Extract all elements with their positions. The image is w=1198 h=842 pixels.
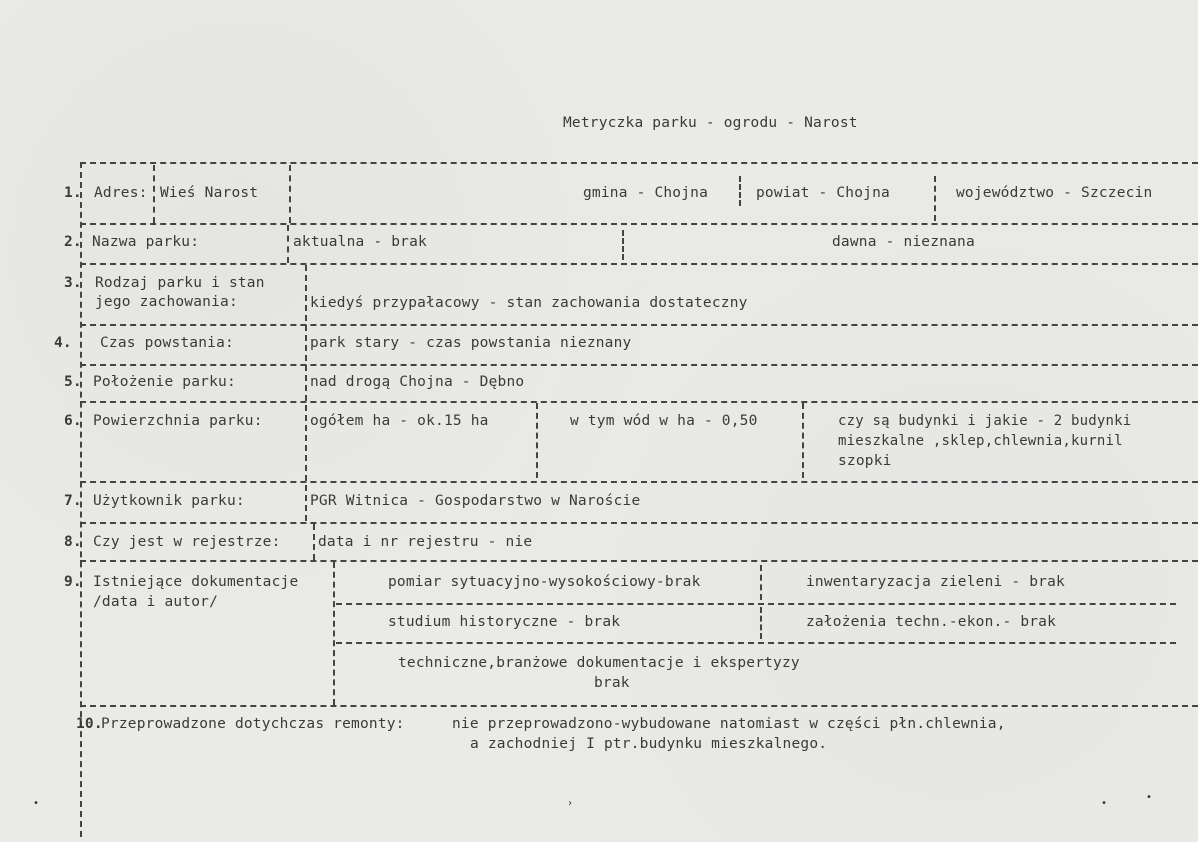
stray-mark-3: •: [1101, 798, 1108, 809]
buildings-line1: czy są budynki i jakie - 2 budynki: [838, 413, 1132, 429]
row-number-2: 2.: [64, 234, 82, 250]
row-divider-2: [80, 263, 1198, 265]
row1-divider-b: [289, 165, 291, 223]
row-divider-5: [80, 401, 1198, 403]
historical-study-value: studium historyczne - brak: [388, 614, 621, 630]
location-value: nad drogą Chojna - Dębno: [310, 374, 525, 390]
location-label: Położenie parku:: [93, 374, 236, 390]
row-divider-3: [80, 324, 1198, 326]
village-value: Wieś Narost: [160, 185, 259, 201]
row-number-9: 9.: [64, 574, 82, 590]
former-name-value: dawna - nieznana: [832, 234, 975, 250]
greenery-inventory-value: inwentaryzacja zieleni - brak: [806, 574, 1065, 590]
technical-docs-line2: brak: [594, 675, 630, 691]
user-value: PGR Witnica - Gospodarstwo w Naroście: [310, 493, 641, 509]
park-type-label-line2: jego zachowania:: [95, 294, 238, 310]
voivodeship-value: województwo - Szczecin: [956, 185, 1153, 201]
row-divider-6: [80, 481, 1198, 483]
row-divider-1: [80, 223, 1198, 225]
total-area-value: ogółem ha - ok.15 ha: [310, 413, 489, 429]
renovations-value-line1: nie przeprowadzono-wybudowane natomiast w części płn.chlewnia,: [452, 716, 1006, 732]
stray-mark-4: •: [1146, 792, 1153, 803]
row-number-5: 5.: [64, 374, 82, 390]
stray-mark-1: •: [33, 798, 40, 809]
row-divider-4: [80, 364, 1198, 366]
row-number-4: 4.: [54, 335, 72, 351]
register-value: data i nr rejestru - nie: [318, 534, 533, 550]
row-number-1: 1.: [64, 185, 82, 201]
row8-divider: [313, 524, 315, 560]
technical-docs-line1: techniczne,branżowe dokumentacje i ekspertyzy: [398, 655, 800, 671]
stray-mark-2: ›: [567, 798, 574, 809]
renovations-label: Przeprowadzone dotychczas remonty:: [101, 716, 405, 732]
row2-divider-a: [287, 225, 289, 263]
row1-divider-d: [934, 176, 936, 221]
row9-divider-b: [760, 607, 762, 639]
row-number-8: 8.: [64, 534, 82, 550]
row9-inner-divider-1: [336, 603, 1176, 605]
creation-time-label: Czas powstania:: [100, 335, 234, 351]
row2-divider-b: [622, 230, 624, 260]
address-label: Adres:: [94, 185, 148, 201]
row-number-6: 6.: [64, 413, 82, 429]
park-name-label: Nazwa parku:: [92, 234, 200, 250]
tech-econ-assumptions-value: założenia techn.-ekon.- brak: [806, 614, 1057, 630]
row6-divider-a: [536, 403, 538, 478]
current-name-value: aktualna - brak: [293, 234, 427, 250]
row-number-3: 3.: [64, 275, 82, 291]
row-divider-8: [80, 560, 1198, 562]
row9-inner-divider-2: [336, 642, 1176, 644]
water-area-value: w tym wód w ha - 0,50: [570, 413, 758, 429]
row9-label-column-line: [333, 562, 335, 705]
user-label: Użytkownik parku:: [93, 493, 245, 509]
creation-time-value: park stary - czas powstania nieznany: [310, 335, 632, 351]
gmina-value: gmina - Chojna: [583, 185, 709, 201]
buildings-line2: mieszkalne ,sklep,chlewnia,kurnil: [838, 433, 1123, 449]
buildings-line3: szopki: [838, 453, 892, 469]
row6-divider-b: [802, 403, 804, 478]
row-divider-7: [80, 522, 1198, 524]
label-column-line: [305, 265, 307, 521]
documentation-label-line2: /data i autor/: [93, 594, 219, 610]
table-top-line: [80, 162, 1198, 164]
survey-value: pomiar sytuacyjno-wysokościowy-brak: [388, 574, 701, 590]
row-divider-9: [80, 705, 1198, 707]
powiat-value: powiat - Chojna: [756, 185, 890, 201]
park-type-value: kiedyś przypałacowy - stan zachowania dostateczny: [310, 295, 748, 311]
register-label: Czy jest w rejestrze:: [93, 534, 281, 550]
area-label: Powierzchnia parku:: [93, 413, 263, 429]
park-type-label-line1: Rodzaj parku i stan: [95, 275, 265, 291]
row1-divider-c: [739, 176, 741, 206]
row-number-10: 10.: [76, 716, 103, 732]
row-number-7: 7.: [64, 493, 82, 509]
renovations-value-line2: a zachodniej I ptr.budynku mieszkalnego.: [470, 736, 828, 752]
document-title: Metryczka parku - ogrodu - Narost: [563, 115, 858, 131]
documentation-label-line1: Istniejące dokumentacje: [93, 574, 299, 590]
row1-divider-a: [153, 165, 155, 223]
row9-divider-a: [760, 565, 762, 600]
